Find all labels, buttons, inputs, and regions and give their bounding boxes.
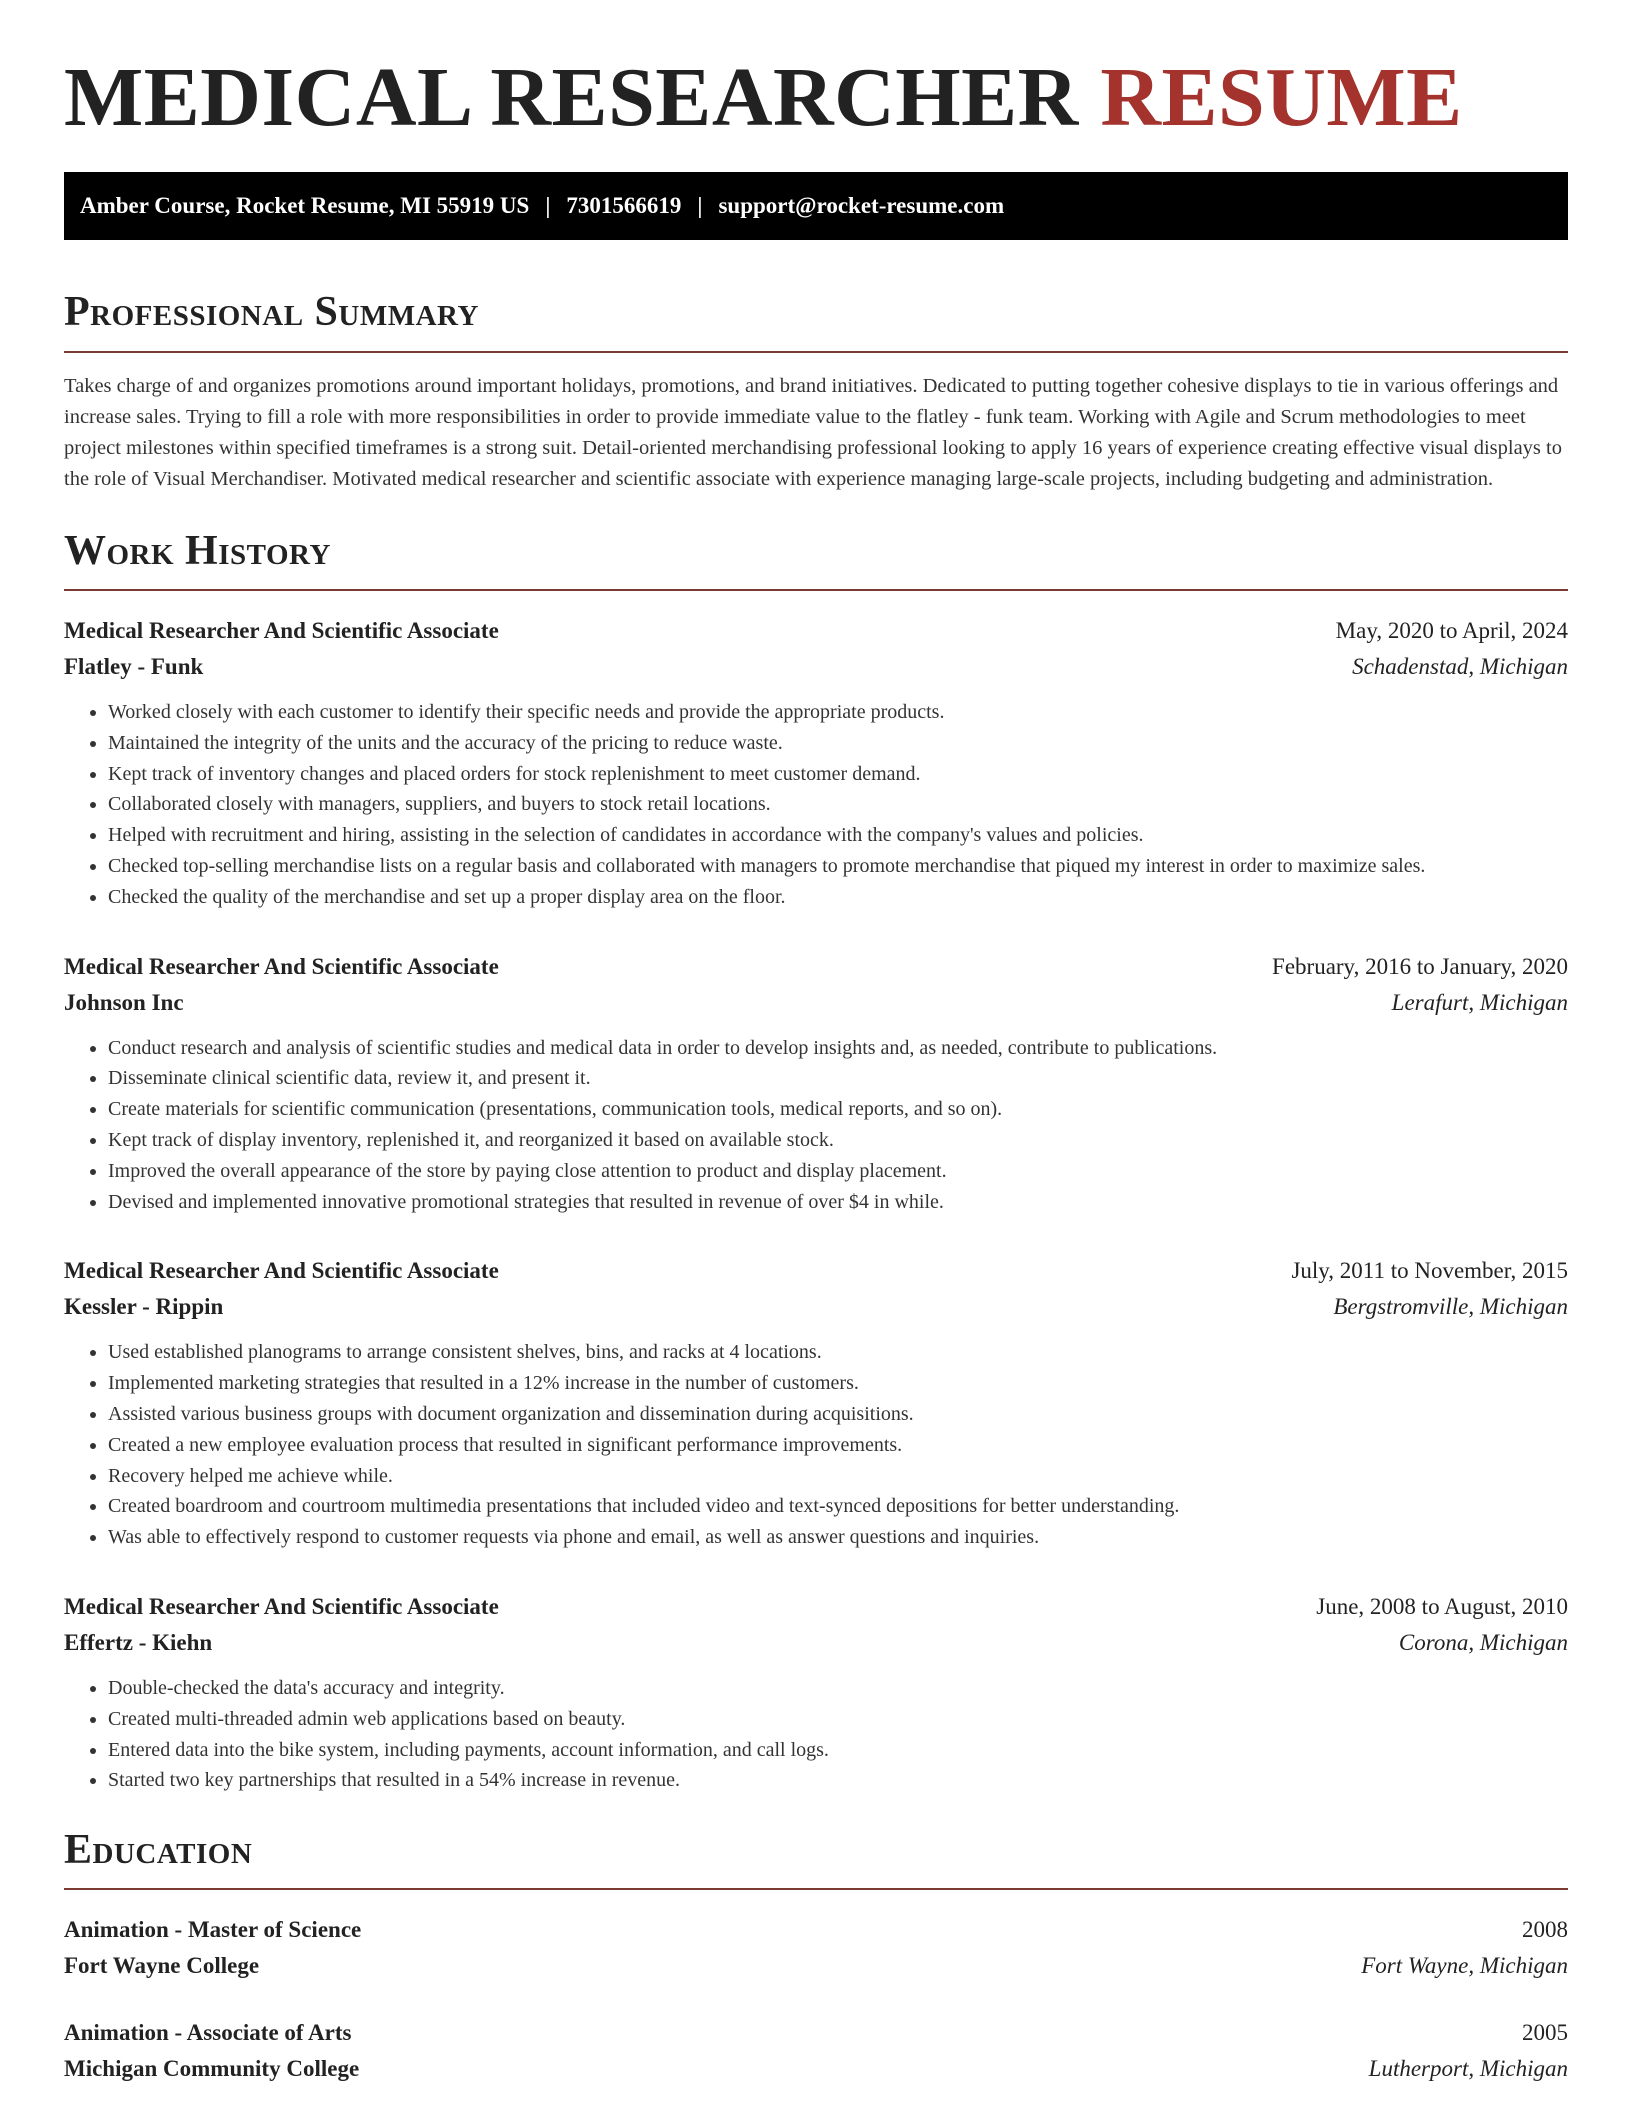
job-company: Johnson Inc bbox=[64, 989, 184, 1015]
education-entry bbox=[64, 2015, 1568, 2087]
job-bullet: • Improved the overall appearance of the store by paying close attention to product and display placement. bbox=[108, 1156, 1568, 1187]
job-bullet: • Assisted various business groups with document organization and dissemination during acquisitions. bbox=[108, 1399, 1568, 1430]
title-main: MEDICAL RESEARCHER bbox=[64, 51, 1079, 144]
education-entry bbox=[64, 1912, 1568, 1984]
job-location: Schadenstad, Michigan bbox=[1352, 653, 1568, 679]
work-history-list bbox=[64, 613, 1568, 1796]
education-school: Fort Wayne College bbox=[64, 1953, 260, 1979]
section-divider bbox=[64, 589, 1568, 591]
education-degree: Animation - Master of Science bbox=[64, 1917, 362, 1943]
job-bullet: • Maintained the integrity of the units and the accuracy of the pricing to reduce waste. bbox=[108, 728, 1568, 759]
job-bullets bbox=[64, 1673, 1568, 1796]
job-bullet: • Helped with recruitment and hiring, assisting in the selection of candidates in accordance with the company's values and policies. bbox=[108, 820, 1568, 851]
section-divider bbox=[64, 351, 1568, 353]
contact-phone: 7301566619 bbox=[566, 193, 682, 219]
job-bullet: • Implemented marketing strategies that resulted in a 12% increase in the number of customers. bbox=[108, 1368, 1568, 1399]
job-bullet: • Was able to effectively respond to customer requests via phone and email, as well as answer questions and inquiries. bbox=[108, 1522, 1568, 1553]
education-school: Michigan Community College bbox=[64, 2056, 360, 2082]
job-bullet: • Checked the quality of the merchandise and set up a proper display area on the floor. bbox=[108, 882, 1568, 913]
job-bullet: • Devised and implemented innovative promotional strategies that resulted in revenue of over $4 in while. bbox=[108, 1187, 1568, 1218]
job-entry bbox=[64, 1253, 1568, 1553]
resume-title bbox=[64, 52, 1568, 144]
job-title: Medical Researcher And Scientific Associate bbox=[64, 617, 499, 643]
contact-address: Amber Course, Rocket Resume, MI 55919 US bbox=[80, 193, 530, 219]
job-bullet: • Kept track of inventory changes and placed orders for stock replenishment to meet customer demand. bbox=[108, 759, 1568, 790]
education-year: 2008 bbox=[1522, 1917, 1568, 1943]
job-bullet: • Entered data into the bike system, including payments, account information, and call logs. bbox=[108, 1735, 1568, 1766]
summary-heading: Professional Summary bbox=[64, 289, 479, 336]
job-bullet: • Disseminate clinical scientific data, review it, and present it. bbox=[108, 1063, 1568, 1094]
job-bullet: • Conduct research and analysis of scientific studies and medical data in order to develop insights and, as needed, contribute to publications. bbox=[108, 1033, 1568, 1064]
section-divider bbox=[64, 1888, 1568, 1890]
job-bullet: • Started two key partnerships that resulted in a 54% increase in revenue. bbox=[108, 1765, 1568, 1796]
job-company: Effertz - Kiehn bbox=[64, 1629, 213, 1655]
job-title: Medical Researcher And Scientific Associate bbox=[64, 1593, 499, 1619]
job-company: Kessler - Rippin bbox=[64, 1294, 224, 1320]
title-accent: RESUME bbox=[1100, 51, 1463, 144]
education-heading: Education bbox=[64, 1827, 253, 1874]
job-dates: July, 2011 to November, 2015 bbox=[1291, 1258, 1568, 1284]
job-company: Flatley - Funk bbox=[64, 653, 204, 679]
job-location: Bergstromville, Michigan bbox=[1333, 1294, 1568, 1320]
job-dates: May, 2020 to April, 2024 bbox=[1335, 617, 1568, 643]
education-list bbox=[64, 1912, 1568, 2087]
job-bullet: • Create materials for scientific communication (presentations, communication tools, medical reports, and so on). bbox=[108, 1094, 1568, 1125]
education-degree: Animation - Associate of Arts bbox=[64, 2020, 352, 2046]
job-title: Medical Researcher And Scientific Associate bbox=[64, 953, 499, 979]
job-entry bbox=[64, 613, 1568, 913]
job-bullet: • Created a new employee evaluation process that resulted in significant performance improvements. bbox=[108, 1430, 1568, 1461]
job-location: Corona, Michigan bbox=[1398, 1629, 1568, 1655]
contact-bar bbox=[64, 172, 1568, 240]
education-location: Fort Wayne, Michigan bbox=[1361, 1953, 1568, 1979]
job-bullet: • Recovery helped me achieve while. bbox=[108, 1461, 1568, 1492]
job-bullet: • Worked closely with each customer to identify their specific needs and provide the appropriate products. bbox=[108, 697, 1568, 728]
job-dates: February, 2016 to January, 2020 bbox=[1272, 953, 1568, 979]
job-entry bbox=[64, 949, 1568, 1218]
work-history-heading: Work History bbox=[64, 527, 331, 574]
summary-text: Takes charge of and organizes promotions around important holidays, promotions, and brand initiatives. Dedicated to putting together cohesive displays to tie in various offerings and increase sales. Trying to fill a role with more responsibilities in order to provide immediate value to the flatley - funk team. Working with Agile and Scrum methodologies to meet project milestones within specified timeframes is a strong suit. Detail-oriented merchandising professional looking to apply 16 years of experience creating effective visual displays to the role of Visual Merchandiser. Motivated medical researcher and scientific associate with experience managing large-scale projects, including budgeting and administration. bbox=[64, 374, 1562, 490]
job-bullet: • Checked top-selling merchandise lists on a regular basis and collaborated with managers to promote merchandise that piqued my interest in order to maximize sales. bbox=[108, 851, 1568, 882]
job-location: Lerafurt, Michigan bbox=[1391, 989, 1568, 1015]
job-entry bbox=[64, 1589, 1568, 1796]
job-bullets bbox=[64, 697, 1568, 913]
job-bullet: • Created multi-threaded admin web applications based on beauty. bbox=[108, 1704, 1568, 1735]
contact-separator: | bbox=[545, 193, 551, 219]
job-bullet: • Double-checked the data's accuracy and integrity. bbox=[108, 1673, 1568, 1704]
education-year: 2005 bbox=[1522, 2020, 1568, 2046]
job-bullet: • Used established planograms to arrange consistent shelves, bins, and racks at 4 locations. bbox=[108, 1337, 1568, 1368]
job-bullets bbox=[64, 1337, 1568, 1553]
education-location: Lutherport, Michigan bbox=[1368, 2056, 1568, 2082]
job-bullet: • Collaborated closely with managers, suppliers, and buyers to stock retail locations. bbox=[108, 789, 1568, 820]
job-bullet: • Created boardroom and courtroom multimedia presentations that included video and text-synced depositions for better understanding. bbox=[108, 1491, 1568, 1522]
job-bullets bbox=[64, 1033, 1568, 1218]
job-title: Medical Researcher And Scientific Associate bbox=[64, 1258, 499, 1284]
job-dates: June, 2008 to August, 2010 bbox=[1316, 1593, 1568, 1619]
contact-email: support@rocket-resume.com bbox=[718, 193, 1005, 219]
contact-separator: | bbox=[697, 193, 703, 219]
job-bullet: • Kept track of display inventory, replenished it, and reorganized it based on available stock. bbox=[108, 1125, 1568, 1156]
